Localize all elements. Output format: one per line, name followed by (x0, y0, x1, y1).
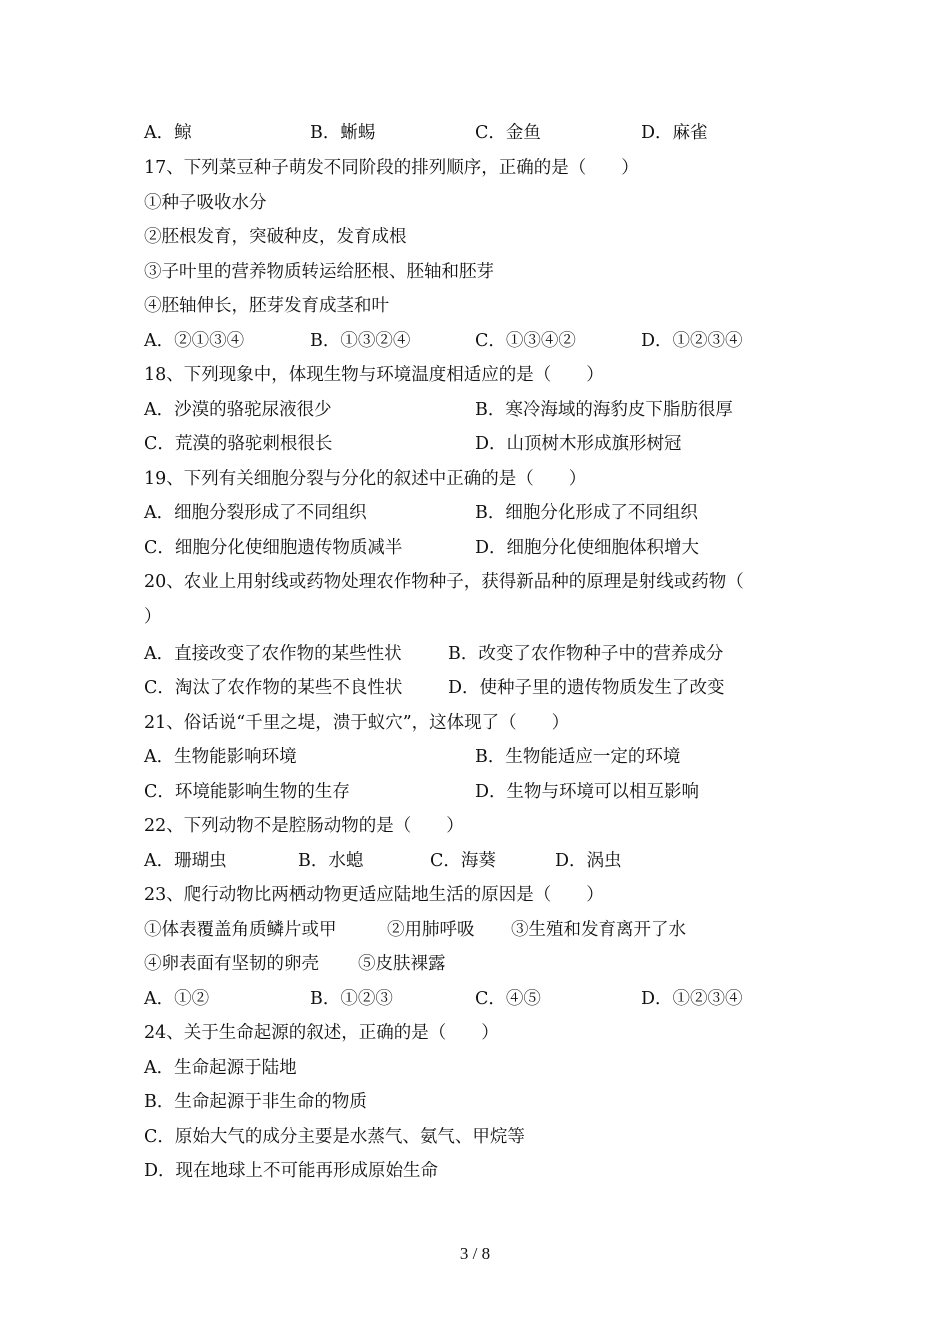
q17-item-3: ③子叶里的营养物质转运给胚根、胚轴和胚芽 (144, 262, 494, 282)
q21-stem: 21、俗话说“千里之堤，溃于蚁穴”，这体现了（ ） (144, 713, 570, 733)
q18-stem: 18、下列现象中，体现生物与环境温度相适应的是（ ） (144, 365, 604, 385)
q18-option-c: C．荒漠的骆驼刺根很长 (144, 434, 333, 454)
q20-option-a: A．直接改变了农作物的某些性状 (144, 644, 402, 664)
q16-option-a: A．鲸 (144, 123, 192, 143)
q23-item-5: ⑤皮肤裸露 (358, 954, 446, 974)
q20-option-d: D．使种子里的遗传物质发生了改变 (448, 678, 725, 698)
q22-option-d: D．涡虫 (555, 851, 622, 871)
q17-item-4: ④胚轴伸长，胚芽发育成茎和叶 (144, 296, 389, 316)
q19-option-b: B．细胞分化形成了不同组织 (475, 503, 698, 523)
q19-stem: 19、下列有关细胞分裂与分化的叙述中正确的是（ ） (144, 469, 587, 489)
q22-option-b: B．水螅 (298, 851, 364, 871)
q16-option-b: B．蜥蜴 (310, 123, 376, 143)
q21-option-c: C．环境能影响生物的生存 (144, 782, 350, 802)
q19-option-c: C．细胞分化使细胞遗传物质减半 (144, 538, 403, 558)
q21-option-d: D．生物与环境可以相互影响 (475, 782, 700, 802)
q20-option-c: C．淘汰了农作物的某些不良性状 (144, 678, 403, 698)
q24-option-c: C．原始大气的成分主要是水蒸气、氨气、甲烷等 (144, 1127, 525, 1147)
q24-option-d: D．现在地球上不可能再形成原始生命 (144, 1161, 439, 1181)
q17-option-d: D．①②③④ (641, 331, 743, 351)
q20-option-b: B．改变了农作物种子中的营养成分 (448, 644, 724, 664)
q23-item-4: ④卵表面有坚韧的卵壳 (144, 954, 319, 974)
q18-option-b: B．寒冷海域的海豹皮下脂肪很厚 (475, 400, 733, 420)
q16-option-c: C．金鱼 (475, 123, 541, 143)
q20-stem-line-2: ） (144, 607, 162, 627)
q18-option-a: A．沙漠的骆驼尿液很少 (144, 400, 332, 420)
q19-option-a: A．细胞分裂形成了不同组织 (144, 503, 367, 523)
q23-item-2: ②用肺呼吸 (387, 920, 475, 940)
q22-option-a: A．珊瑚虫 (144, 851, 227, 871)
q17-stem: 17、下列菜豆种子萌发不同阶段的排列顺序，正确的是（ ） (144, 158, 639, 178)
q23-option-b: B．①②③ (310, 989, 393, 1009)
q24-stem: 24、关于生命起源的叙述，正确的是（ ） (144, 1023, 499, 1043)
q24-option-b: B．生命起源于非生命的物质 (144, 1092, 367, 1112)
page-number: 3 / 8 (459, 1244, 491, 1263)
q23-option-c: C．④⑤ (475, 989, 541, 1009)
q23-stem: 23、爬行动物比两栖动物更适应陆地生活的原因是（ ） (144, 885, 604, 905)
q19-option-d: D．细胞分化使细胞体积增大 (475, 538, 700, 558)
q21-option-b: B．生物能适应一定的环境 (475, 747, 681, 767)
q17-option-a: A．②①③④ (144, 331, 245, 351)
q23-item-1: ①体表覆盖角质鳞片或甲 (144, 920, 337, 940)
q17-option-c: C．①③④② (475, 331, 576, 351)
q18-option-d: D．山顶树木形成旗形树冠 (475, 434, 682, 454)
q24-option-a: A．生命起源于陆地 (144, 1058, 297, 1078)
q20-stem-line-1: 20、农业上用射线或药物处理农作物种子，获得新品种的原理是射线或药物（ (144, 572, 744, 592)
q22-option-c: C．海葵 (430, 851, 496, 871)
q17-option-b: B．①③②④ (310, 331, 411, 351)
q16-option-d: D．麻雀 (641, 123, 708, 143)
q17-item-2: ②胚根发育，突破种皮，发育成根 (144, 227, 407, 247)
q17-item-1: ①种子吸收水分 (144, 193, 267, 213)
q23-item-3: ③生殖和发育离开了水 (511, 920, 686, 940)
q21-option-a: A．生物能影响环境 (144, 747, 297, 767)
q23-option-a: A．①② (144, 989, 210, 1009)
q22-stem: 22、下列动物不是腔肠动物的是（ ） (144, 816, 464, 836)
q23-option-d: D．①②③④ (641, 989, 743, 1009)
